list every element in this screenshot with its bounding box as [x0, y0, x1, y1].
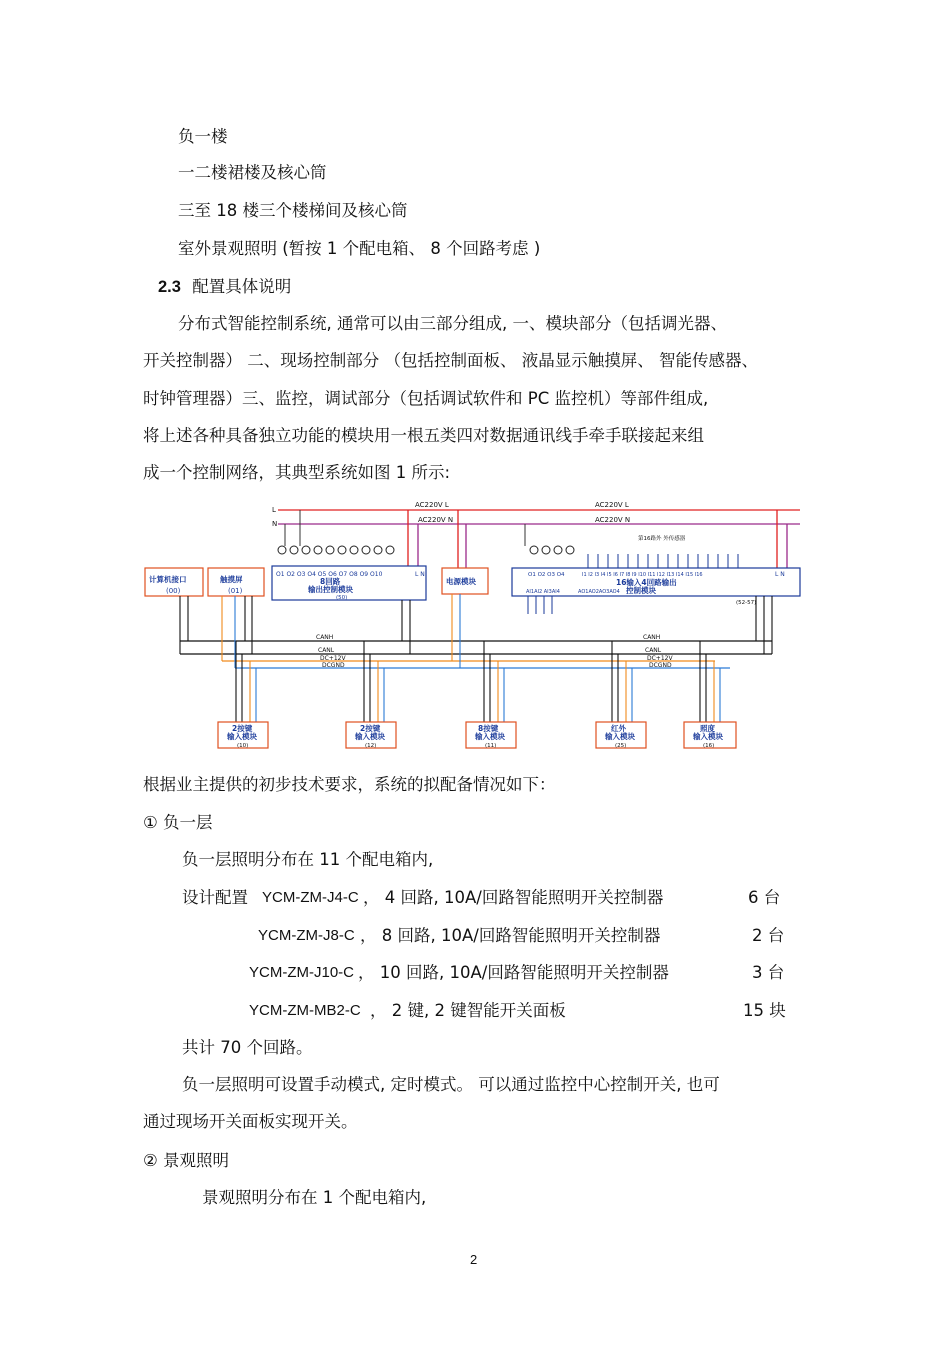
- svg-text:输入模块: 输入模块: [605, 732, 635, 741]
- config-desc: ， 2 键, 2 键智能开关面板: [370, 1001, 566, 1020]
- psu-label: 电源模块: [446, 577, 476, 586]
- input-module-3: [466, 722, 516, 749]
- paragraph-line: 根据业主提供的初步技术要求，系统的拟配备情况如下：: [143, 775, 556, 794]
- config-qty: 2 台: [752, 926, 785, 945]
- svg-text:输入模块: 输入模块: [355, 732, 385, 741]
- config-desc: ， 8 回路, 10A/回路智能照明开关控制器: [360, 926, 661, 945]
- list-item: 负一楼: [178, 127, 228, 146]
- pc-label: 计算机接口: [149, 575, 187, 584]
- paragraph-line: 时钟管理器）三、监控，调试部分（包括调试软件和 PC 监控机）等部件组成,: [143, 389, 709, 408]
- svg-text:(25): (25): [615, 743, 627, 749]
- svg-text:输入模块: 输入模块: [693, 732, 723, 741]
- input-module-1: [218, 722, 268, 749]
- mod16-name2: 控制模块: [626, 586, 656, 595]
- paragraph-line: 分布式智能控制系统, 通常可以由三部分组成, 一、模块部分（包括调光器、: [178, 314, 727, 333]
- pc-id: (00): [166, 587, 181, 595]
- svg-text:红外: 红外: [611, 724, 626, 733]
- svg-text:输入模块: 输入模块: [475, 732, 505, 741]
- svg-text:(12): (12): [365, 743, 377, 749]
- paragraph-line: 将上述各种具备独立功能的模块用一根五类四对数据通讯线手牵手联接起来组: [143, 426, 704, 445]
- input-module-4: [596, 722, 646, 749]
- section-heading: [158, 277, 291, 297]
- dcgnd-right: DCGND: [649, 662, 672, 669]
- ac-left-l: AC220V L: [415, 501, 449, 509]
- subsection-title: ② 景观照明: [143, 1151, 230, 1170]
- input-module-2: [346, 722, 396, 749]
- mod16-inputs: I1 I2 I3 I4 I5 I6 I7 I8 I9 I10 I11 I12 I13 I14 I15 I16: [582, 572, 703, 578]
- config-model: YCM-ZM-MB2-C: [249, 1002, 361, 1019]
- paragraph-line: 共计 70 个回路。: [182, 1038, 313, 1057]
- list-item: 三至 18 楼三个楼梯间及核心筒: [178, 201, 408, 220]
- out8-outputs: O1 O2 O3 O4 O5 O6 O7 O8 O9 O10: [276, 571, 383, 578]
- canl-left: CANL: [318, 647, 335, 654]
- config-qty: 6 台: [748, 888, 781, 907]
- config-model: YCM-ZM-J10-C: [249, 964, 354, 981]
- page-number: 2: [470, 1252, 478, 1267]
- svg-text:输入模块: 输入模块: [227, 732, 257, 741]
- config-model: YCM-ZM-J8-C: [258, 927, 355, 944]
- section-number: 2.3: [158, 278, 181, 296]
- config-desc: ， 4 回路, 10A/回路智能照明开关控制器: [363, 888, 664, 907]
- paragraph-line: 开关控制器） 二、现场控制部分 （包括控制面板、 液晶显示触摸屏、 智能传感器、: [143, 351, 758, 370]
- dc12-right: DC+12V: [647, 655, 673, 662]
- dc12-left: DC+12V: [320, 655, 346, 662]
- canh-left: CANH: [316, 634, 334, 641]
- canh-right: CANH: [643, 634, 661, 641]
- dcgnd-left: DCGND: [322, 662, 345, 669]
- touch-id: (01): [228, 587, 243, 595]
- paragraph-line: 负一层照明分布在 11 个配电箱内,: [182, 850, 434, 869]
- paragraph-line: 负一层照明可设置手动模式, 定时模式。 可以通过监控中心控制开关, 也可: [182, 1075, 720, 1094]
- out8-name1: 8回路: [320, 577, 341, 586]
- touch-label: 触摸屏: [220, 575, 243, 584]
- n-label: N: [272, 520, 278, 528]
- ac-right-l: AC220V L: [595, 501, 629, 509]
- svg-text:2按键: 2按键: [360, 724, 381, 733]
- system-diagram: [140, 496, 802, 754]
- paragraph-line: 景观照明分布在 1 个配电箱内,: [202, 1188, 427, 1207]
- svg-text:(16): (16): [703, 743, 715, 749]
- mod16-ln: L N: [775, 571, 785, 578]
- section-title: 配置具体说明: [192, 277, 292, 296]
- svg-text:2按键: 2按键: [232, 724, 253, 733]
- mod16-ai: AI1AI2 AI3AI4: [526, 589, 560, 595]
- canl-right: CANL: [645, 647, 662, 654]
- config-desc: ， 10 回路, 10A/回路智能照明开关控制器: [358, 963, 669, 982]
- out8-id: (50): [336, 595, 348, 601]
- ac-right-n: AC220V N: [595, 516, 631, 524]
- mod16-outputs: O1 O2 O3 O4: [528, 572, 565, 578]
- mod16-name1: 16输入4回路输出: [616, 578, 677, 587]
- config-row: [182, 888, 248, 908]
- out8-name2: 输出控制模块: [308, 585, 353, 594]
- list-item: 室外景观照明 (暂按 1 个配电箱、 8 个回路考虑 ): [178, 239, 541, 258]
- svg-text:照度: 照度: [700, 724, 715, 733]
- mod16-ao: AO1AO2AO3AO4: [578, 589, 620, 595]
- config-label: 设计配置: [182, 888, 248, 907]
- svg-text:8按键: 8按键: [478, 724, 499, 733]
- ac-left-n: AC220V N: [418, 516, 454, 524]
- list-item: 一二楼裙楼及核心筒: [178, 163, 327, 182]
- l-label: L: [272, 506, 276, 514]
- mod16-id: (52-57): [736, 600, 757, 606]
- config-qty: 15 块: [743, 1001, 786, 1020]
- lamp-row-right: [530, 546, 574, 554]
- out8-ln: L N: [415, 571, 425, 578]
- lamp-row-left: [278, 546, 394, 554]
- subsection-title: ① 负一层: [143, 813, 213, 832]
- svg-text:(10): (10): [237, 743, 249, 749]
- paragraph-line: 成一个控制网络，其典型系统如图 1 所示:: [143, 463, 451, 482]
- paragraph-line: 通过现场开关面板实现开关。: [143, 1112, 358, 1131]
- sensor-label: 第16路外 外传感器: [638, 536, 686, 542]
- config-model: YCM-ZM-J4-C: [262, 889, 359, 906]
- svg-text:(11): (11): [485, 743, 497, 749]
- input-module-5: [684, 722, 736, 749]
- config-qty: 3 台: [752, 963, 785, 982]
